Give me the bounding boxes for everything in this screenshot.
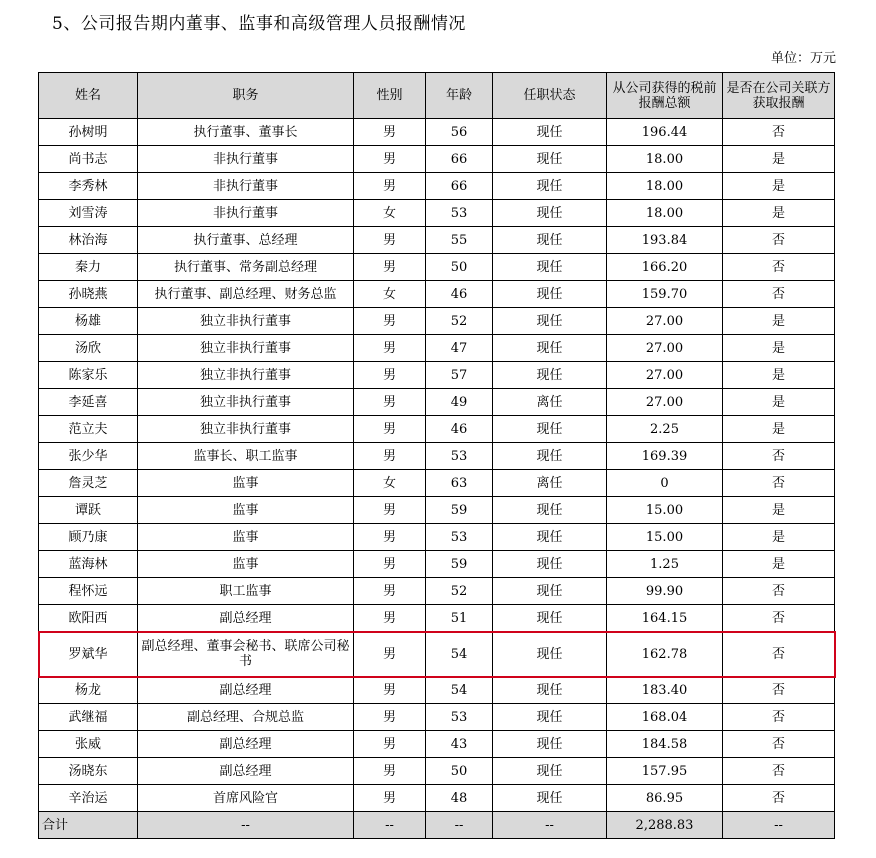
cell-name: 辛治运 [39,785,138,812]
cell-name: 李延喜 [39,389,138,416]
cell-status: 现任 [493,200,607,227]
cell-age: 43 [426,731,493,758]
cell-age: 48 [426,785,493,812]
cell-gender: 男 [354,362,426,389]
cell-age: 57 [426,362,493,389]
table-row [39,551,835,578]
table-row [39,308,835,335]
table-row [39,281,835,308]
cell-related: 否 [723,677,835,704]
cell-status: 现任 [493,254,607,281]
cell-status: 现任 [493,524,607,551]
total-pay: 2,288.83 [607,812,723,839]
cell-related: 否 [723,227,835,254]
cell-status: 现任 [493,605,607,632]
cell-position: 独立非执行董事 [138,362,354,389]
cell-age: 59 [426,551,493,578]
cell-name: 孙晓燕 [39,281,138,308]
cell-related: 否 [723,704,835,731]
cell-gender: 女 [354,470,426,497]
cell-gender: 男 [354,389,426,416]
cell-position: 独立非执行董事 [138,416,354,443]
cell-gender: 男 [354,785,426,812]
cell-position: 职工监事 [138,578,354,605]
cell-name: 陈家乐 [39,362,138,389]
cell-status: 现任 [493,758,607,785]
table-row [39,524,835,551]
cell-gender: 男 [354,335,426,362]
cell-age: 66 [426,173,493,200]
cell-pay: 86.95 [607,785,723,812]
table-row-highlighted [39,632,835,677]
cell-position: 执行董事、总经理 [138,227,354,254]
cell-related: 是 [723,389,835,416]
cell-name: 顾乃康 [39,524,138,551]
cell-gender: 男 [354,443,426,470]
cell-position: 执行董事、常务副总经理 [138,254,354,281]
cell-gender: 男 [354,254,426,281]
table-row [39,389,835,416]
cell-age: 56 [426,119,493,146]
cell-age: 53 [426,200,493,227]
cell-position: 监事长、职工监事 [138,443,354,470]
cell-age: 52 [426,308,493,335]
cell-related: 否 [723,758,835,785]
cell-position: 独立非执行董事 [138,335,354,362]
cell-related: 否 [723,632,835,677]
cell-status: 现任 [493,416,607,443]
table-row [39,731,835,758]
table-row [39,362,835,389]
cell-gender: 男 [354,308,426,335]
table-row [39,146,835,173]
cell-gender: 男 [354,758,426,785]
cell-age: 55 [426,227,493,254]
cell-status: 离任 [493,389,607,416]
cell-name: 欧阳西 [39,605,138,632]
cell-gender: 女 [354,281,426,308]
cell-position: 非执行董事 [138,173,354,200]
col-header-related: 是否在公司关联方获取报酬 [723,73,835,119]
cell-position: 监事 [138,551,354,578]
cell-name: 杨龙 [39,677,138,704]
cell-age: 51 [426,605,493,632]
cell-gender: 男 [354,416,426,443]
cell-related: 否 [723,605,835,632]
cell-position: 监事 [138,470,354,497]
cell-age: 53 [426,443,493,470]
cell-related: 否 [723,578,835,605]
header-row [39,73,835,119]
cell-name: 张威 [39,731,138,758]
cell-status: 现任 [493,443,607,470]
cell-status: 现任 [493,731,607,758]
cell-position: 独立非执行董事 [138,308,354,335]
table-body [39,119,835,812]
cell-gender: 男 [354,605,426,632]
cell-pay: 27.00 [607,362,723,389]
cell-related: 是 [723,497,835,524]
cell-status: 现任 [493,227,607,254]
cell-name: 李秀林 [39,173,138,200]
cell-related: 是 [723,173,835,200]
cell-position: 副总经理 [138,758,354,785]
cell-related: 是 [723,200,835,227]
cell-related: 否 [723,119,835,146]
cell-pay: 18.00 [607,173,723,200]
cell-status: 现任 [493,497,607,524]
cell-status: 现任 [493,785,607,812]
cell-name: 张少华 [39,443,138,470]
table-row [39,677,835,704]
cell-gender: 男 [354,731,426,758]
total-age: -- [426,812,493,839]
cell-status: 现任 [493,677,607,704]
cell-name: 谭跃 [39,497,138,524]
cell-pay: 168.04 [607,704,723,731]
cell-age: 54 [426,677,493,704]
cell-pay: 27.00 [607,308,723,335]
cell-related: 否 [723,281,835,308]
col-header-gender: 性别 [354,73,426,119]
table-row [39,704,835,731]
cell-position: 首席风险官 [138,785,354,812]
cell-position: 非执行董事 [138,200,354,227]
cell-related: 否 [723,731,835,758]
cell-age: 63 [426,470,493,497]
cell-age: 53 [426,524,493,551]
cell-pay: 164.15 [607,605,723,632]
cell-position: 非执行董事 [138,146,354,173]
cell-position: 副总经理 [138,677,354,704]
table-row [39,578,835,605]
cell-position: 独立非执行董事 [138,389,354,416]
cell-position: 执行董事、副总经理、财务总监 [138,281,354,308]
cell-status: 现任 [493,146,607,173]
unit-label: 单位：万元 [770,51,836,66]
cell-name: 蓝海林 [39,551,138,578]
total-gender: -- [354,812,426,839]
section-title: 5、公司报告期内董事、监事和高级管理人员报酬情况 [52,14,466,34]
cell-age: 49 [426,389,493,416]
cell-related: 是 [723,308,835,335]
cell-gender: 男 [354,497,426,524]
table-row [39,605,835,632]
cell-gender: 男 [354,704,426,731]
cell-position: 副总经理、合规总监 [138,704,354,731]
cell-pay: 2.25 [607,416,723,443]
cell-position: 监事 [138,524,354,551]
cell-name: 尚书志 [39,146,138,173]
cell-status: 现任 [493,704,607,731]
cell-related: 是 [723,524,835,551]
cell-status: 现任 [493,281,607,308]
total-row [39,812,835,839]
cell-gender: 男 [354,632,426,677]
cell-pay: 15.00 [607,524,723,551]
cell-name: 刘雪涛 [39,200,138,227]
cell-related: 是 [723,362,835,389]
cell-status: 现任 [493,632,607,677]
total-label: 合计 [39,812,138,839]
cell-position: 执行董事、董事长 [138,119,354,146]
cell-age: 52 [426,578,493,605]
cell-pay: 18.00 [607,200,723,227]
cell-gender: 男 [354,578,426,605]
cell-pay: 27.00 [607,335,723,362]
table-row [39,416,835,443]
cell-pay: 157.95 [607,758,723,785]
cell-related: 是 [723,551,835,578]
cell-name: 武继福 [39,704,138,731]
cell-pay: 99.90 [607,578,723,605]
cell-name: 林治海 [39,227,138,254]
table-row [39,200,835,227]
table-row [39,119,835,146]
cell-pay: 162.78 [607,632,723,677]
cell-gender: 男 [354,551,426,578]
cell-pay: 27.00 [607,389,723,416]
cell-name: 孙树明 [39,119,138,146]
cell-position: 副总经理 [138,605,354,632]
cell-pay: 184.58 [607,731,723,758]
cell-name: 范立夫 [39,416,138,443]
cell-age: 53 [426,704,493,731]
table-row [39,470,835,497]
cell-age: 50 [426,254,493,281]
cell-name: 詹灵芝 [39,470,138,497]
cell-gender: 男 [354,677,426,704]
cell-pay: 15.00 [607,497,723,524]
cell-name: 杨雄 [39,308,138,335]
cell-age: 46 [426,416,493,443]
cell-position: 副总经理 [138,731,354,758]
total-status: -- [493,812,607,839]
cell-gender: 男 [354,227,426,254]
cell-related: 否 [723,785,835,812]
col-header-pay: 从公司获得的税前报酬总额 [607,73,723,119]
cell-age: 46 [426,281,493,308]
cell-pay: 1.25 [607,551,723,578]
cell-status: 现任 [493,335,607,362]
cell-gender: 男 [354,524,426,551]
cell-pay: 159.70 [607,281,723,308]
cell-pay: 196.44 [607,119,723,146]
cell-status: 现任 [493,308,607,335]
table-row [39,497,835,524]
cell-name: 汤欣 [39,335,138,362]
cell-related: 否 [723,470,835,497]
cell-gender: 女 [354,200,426,227]
cell-pay: 193.84 [607,227,723,254]
cell-name: 秦力 [39,254,138,281]
cell-status: 现任 [493,173,607,200]
cell-position: 副总经理、董事会秘书、联席公司秘书 [138,632,354,677]
cell-pay: 183.40 [607,677,723,704]
cell-related: 否 [723,254,835,281]
cell-age: 47 [426,335,493,362]
cell-name: 罗斌华 [39,632,138,677]
total-position: -- [138,812,354,839]
cell-related: 是 [723,335,835,362]
table-row [39,227,835,254]
cell-age: 59 [426,497,493,524]
col-header-name: 姓名 [39,73,138,119]
cell-name: 汤晓东 [39,758,138,785]
col-header-age: 年龄 [426,73,493,119]
cell-pay: 0 [607,470,723,497]
table-row [39,173,835,200]
cell-status: 现任 [493,551,607,578]
cell-age: 66 [426,146,493,173]
cell-status: 离任 [493,470,607,497]
cell-related: 否 [723,443,835,470]
cell-status: 现任 [493,119,607,146]
cell-age: 54 [426,632,493,677]
cell-position: 监事 [138,497,354,524]
cell-pay: 18.00 [607,146,723,173]
cell-gender: 男 [354,173,426,200]
total-related: -- [723,812,835,839]
cell-gender: 男 [354,119,426,146]
cell-pay: 169.39 [607,443,723,470]
compensation-table [38,72,835,839]
table-row [39,254,835,281]
cell-status: 现任 [493,362,607,389]
table-row [39,758,835,785]
col-header-status: 任职状态 [493,73,607,119]
cell-name: 程怀远 [39,578,138,605]
cell-pay: 166.20 [607,254,723,281]
cell-age: 50 [426,758,493,785]
table-row [39,335,835,362]
table-row [39,443,835,470]
cell-related: 是 [723,416,835,443]
cell-related: 是 [723,146,835,173]
cell-status: 现任 [493,578,607,605]
col-header-position: 职务 [138,73,354,119]
table-row [39,785,835,812]
cell-gender: 男 [354,146,426,173]
